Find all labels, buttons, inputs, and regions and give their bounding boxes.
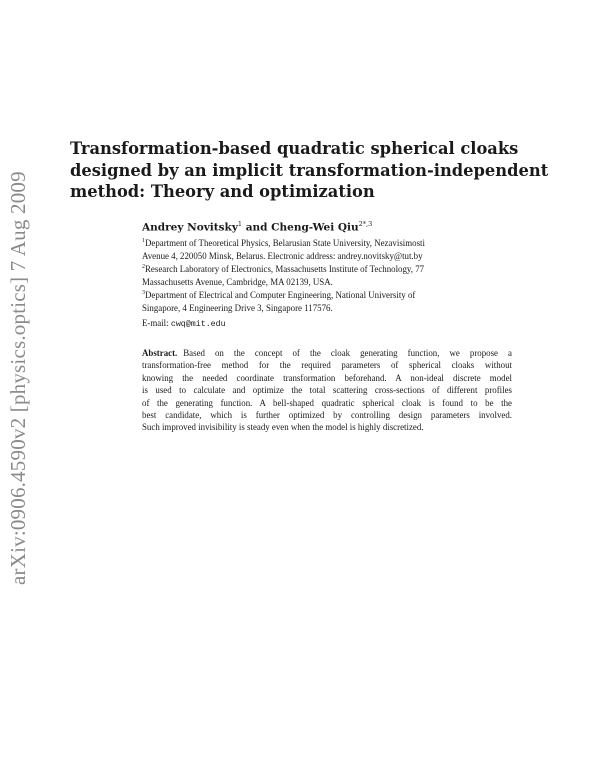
affiliation-text: Department of Electrical and Computer Engineering, National University of xyxy=(145,289,416,300)
email-label: E-mail: xyxy=(142,318,171,328)
affiliation-mark: 2 xyxy=(142,264,145,270)
abstract-text: Based on the concept of the cloak generating function, we propose a xyxy=(183,348,512,358)
paper-title xyxy=(70,138,549,203)
author-affiliation-mark: 1 xyxy=(237,220,243,228)
affiliation-mark: 1 xyxy=(142,238,145,244)
contact-email xyxy=(142,318,226,329)
affiliation-text: Research Laboratory of Electronics, Massachusetts Institute of Technology, 77 xyxy=(145,263,425,274)
affiliation-line: Avenue 4, 220050 Minsk, Belarus. Electronic address: andrey.novitsky@tut.by xyxy=(142,250,423,261)
arxiv-identifier-stamp: arXiv:0906.4590v2 [physics.optics] 7 Aug 2009 xyxy=(6,171,30,585)
abstract-line xyxy=(142,347,512,359)
abstract-line: transformation-free method for the required parameters of spherical cloaks without xyxy=(142,360,512,371)
abstract-line: of the generating function. A bell-shaped quadratic spherical cloak is found to be the xyxy=(142,397,512,408)
abstract xyxy=(142,347,512,434)
abstract-line: is used to calculate and optimize the total scattering cross-sections of different profiles xyxy=(142,385,512,396)
affiliation xyxy=(142,287,522,315)
affiliation xyxy=(142,235,522,263)
title-line: method: Theory and optimization xyxy=(70,182,375,201)
affiliation-line xyxy=(142,235,522,250)
affiliation-line xyxy=(142,261,522,276)
title-line: designed by an implicit transformation-independent xyxy=(70,160,549,180)
abstract-line: knowing the needed coordinate transformation beforehand. A non-ideal discrete model xyxy=(142,372,512,383)
author-list xyxy=(142,220,372,234)
abstract-label: Abstract. xyxy=(142,348,178,358)
affiliation-line xyxy=(142,287,522,302)
author-name: Cheng-Wei Qiu xyxy=(271,221,359,234)
affiliation-text: Department of Theoretical Physics, Belarusian State University, Nezavisimosti xyxy=(145,237,425,248)
abstract-line: best candidate, which is further optimized by controlling design parameters involved. xyxy=(142,410,512,421)
author-name: Andrey Novitsky xyxy=(142,221,238,234)
affiliation xyxy=(142,261,522,289)
author-conjunction: and xyxy=(242,221,272,234)
title-line: Transformation-based quadratic spherical cloaks xyxy=(70,139,519,158)
author-affiliation-mark: 2*,3 xyxy=(358,220,373,228)
affiliation-mark: 3 xyxy=(142,290,145,296)
abstract-line: Such improved invisibility is steady even when the model is highly discretized. xyxy=(142,422,424,433)
email-address: cwq@mit.edu xyxy=(170,320,226,329)
affiliation-line: Massachusetts Avenue, Cambridge, MA 02139, USA. xyxy=(142,276,333,287)
affiliation-line: Singapore, 4 Engineering Drive 3, Singapore 117576. xyxy=(142,302,333,313)
